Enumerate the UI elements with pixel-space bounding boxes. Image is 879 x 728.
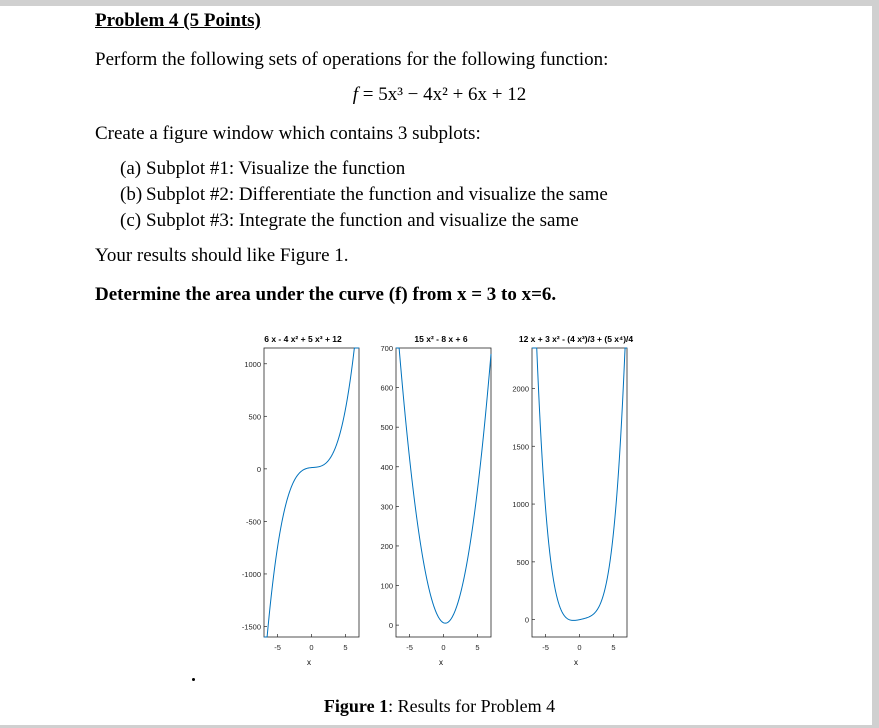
list-item-label: (a) bbox=[120, 158, 142, 179]
subplot-1-xtick-label: 5 bbox=[343, 643, 348, 652]
subplot-2-xlabel: x bbox=[439, 658, 443, 667]
intro-text: Perform the following sets of operations for the following function: bbox=[95, 49, 609, 70]
list-item-label: (c) bbox=[120, 210, 142, 231]
caption-label: Figure 1 bbox=[323, 696, 389, 716]
subplot-3-xtick-label: 0 bbox=[577, 643, 582, 652]
list-item-text: Subplot #2: Differentiate the function and visualize the same bbox=[146, 184, 608, 205]
list-item-text: Subplot #3: Integrate the function and visualize the same bbox=[146, 210, 579, 231]
caption-text: : Results for Problem 4 bbox=[388, 696, 556, 716]
results-text: Your results should like Figure 1. bbox=[95, 245, 349, 266]
problem-title: Problem 4 (5 Points) bbox=[95, 10, 261, 31]
subplot-1-ytick-label: 0 bbox=[256, 464, 261, 474]
subplot-2-xtick-label: -5 bbox=[406, 643, 413, 652]
subplot-3-ytick-label: 2000 bbox=[512, 384, 529, 394]
equation-rhs: = 5x³ − 4x² + 6x + 12 bbox=[358, 84, 527, 105]
subplot-2-ytick-label: 200 bbox=[380, 541, 393, 551]
subplot-3-title: 12 x + 3 x² - (4 x³)/3 + (5 x⁴)/4 bbox=[518, 334, 634, 344]
subplot-1-xlabel: x bbox=[307, 658, 311, 667]
subplot-1-ytick-label: -1500 bbox=[241, 622, 261, 632]
subplot-1-ytick-label: 500 bbox=[248, 412, 261, 422]
subplot-2-title: 15 x² - 8 x + 6 bbox=[414, 334, 468, 344]
stray-dot bbox=[192, 678, 195, 681]
subplot-1-ytick-label: -500 bbox=[245, 517, 261, 527]
subplot-1-ytick-label: 1000 bbox=[244, 359, 261, 369]
subplot-3-xtick-label: 5 bbox=[611, 643, 616, 652]
subplot-3-axes bbox=[532, 348, 627, 637]
determine-question: Determine the area under the curve (f) from x = 3 to x=6. bbox=[95, 284, 557, 305]
subplot-2-ytick-label: 600 bbox=[380, 383, 393, 393]
create-figure-text: Create a figure window which contains 3 subplots: bbox=[95, 123, 481, 144]
subplot-3-xtick-label: -5 bbox=[542, 643, 549, 652]
subplot-1-xtick-label: -5 bbox=[274, 643, 281, 652]
subplot-3-xlabel: x bbox=[574, 658, 578, 667]
subplot-2-xtick-label: 5 bbox=[475, 643, 480, 652]
subplot-2-ytick-label: 0 bbox=[388, 621, 393, 631]
subplot-2-ytick-label: 100 bbox=[380, 581, 393, 591]
subplot-3-ytick-label: 1000 bbox=[512, 500, 529, 510]
subplot-3-ytick-label: 1500 bbox=[512, 442, 529, 452]
subplot-1-ytick-label: -1000 bbox=[241, 569, 261, 579]
list-item-text: Subplot #1: Visualize the function bbox=[146, 158, 406, 179]
subplot-3-ytick-label: 0 bbox=[524, 615, 529, 625]
figure-caption bbox=[0, 696, 879, 717]
subplot-2-ytick-label: 500 bbox=[380, 423, 393, 433]
subplot-2-ytick-label: 700 bbox=[380, 344, 393, 353]
subplot-2-ytick-label: 400 bbox=[380, 462, 393, 472]
list-item-label: (b) bbox=[120, 184, 143, 205]
equation-lhs: f bbox=[352, 84, 358, 105]
subplot-2-xtick-label: 0 bbox=[441, 643, 446, 652]
subplot-1-axes bbox=[264, 348, 359, 637]
subplot-3-ytick-label: 500 bbox=[516, 557, 529, 567]
subplot-1-xtick-label: 0 bbox=[309, 643, 314, 652]
subplot-1-title: 6 x - 4 x² + 5 x³ + 12 bbox=[264, 334, 342, 344]
subplot-2-ytick-label: 300 bbox=[380, 502, 393, 512]
